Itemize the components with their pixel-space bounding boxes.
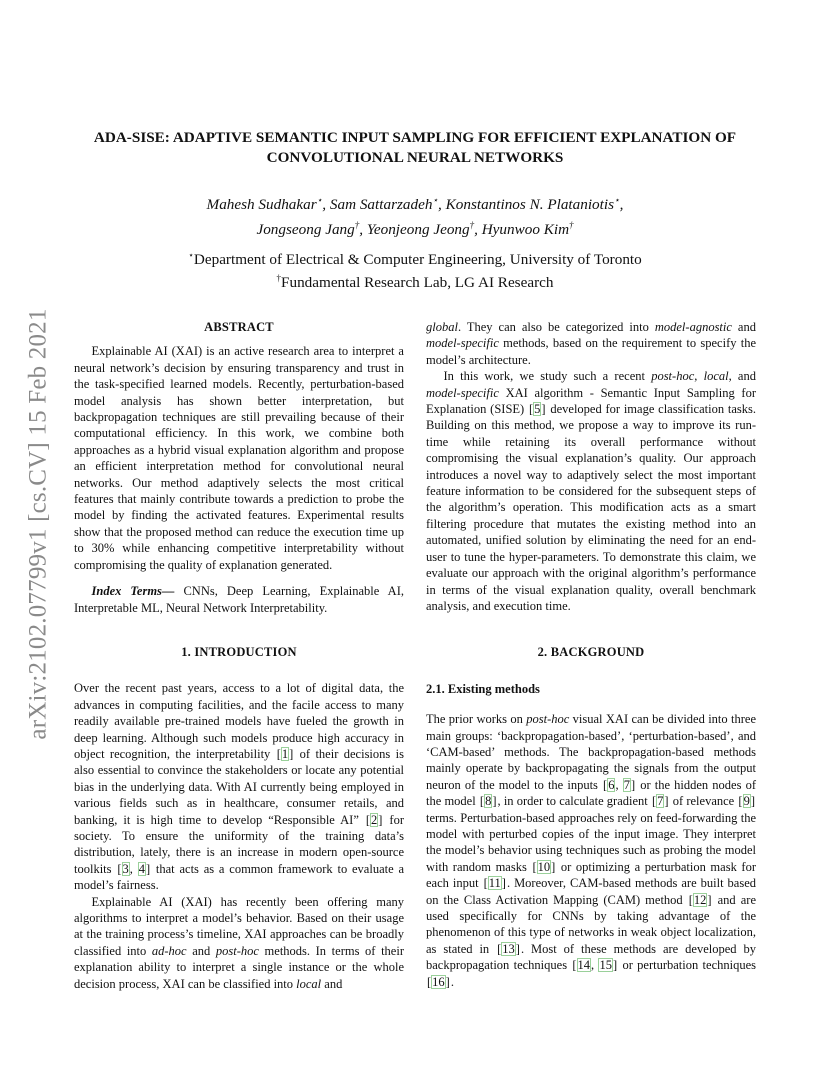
citation[interactable]: [16] [427, 974, 450, 989]
citation[interactable]: [3, 4] [117, 861, 151, 876]
citation-link[interactable]: 1 [281, 746, 289, 761]
emphasis: local [703, 369, 729, 384]
citation-link[interactable]: 7 [657, 794, 664, 809]
author-name: Hyunwoo Kim [481, 221, 570, 239]
title-line-1: ADA-SISE: ADAPTIVE SEMANTIC INPUT SAMPLING FOR EFFICIENT EXPLANATION OF [93, 129, 737, 146]
emphasis: global [426, 320, 458, 334]
abstract-heading: ABSTRACT [204, 320, 274, 334]
section-heading-introduction: 1. INTRODUCTION [181, 644, 297, 659]
citation-link[interactable]: 14 [577, 958, 591, 973]
paper-title [60, 128, 770, 168]
citation[interactable]: [13] [497, 941, 520, 956]
author-line-1: Mahesh Sudhakar⋆, Sam Sattarzadeh⋆, Konstantinos N. Plataniotis⋆, [206, 195, 624, 214]
left-column [74, 319, 404, 992]
affiliation-text: Department of Electrical & Computer Engineering, University of Toronto [193, 251, 642, 269]
author-name: Mahesh Sudhakar [206, 196, 317, 214]
citation-link[interactable]: 5 [534, 402, 541, 417]
intro-paragraph-2: Explainable AI (XAI) has recently been offering many algorithms to interpret a model’s behavior. Based on their usage at the training process’s timeline, XAI approaches can be broadly classified into ad-hoc and post-hoc methods. In terms of their explanation ability to interpret a single instance or the whole decision process, XAI can be classified into local and [74, 894, 404, 991]
citation-link[interactable]: 2 [371, 812, 378, 827]
emphasis: post-hoc [526, 712, 570, 727]
emphasis: post-hoc [651, 369, 695, 384]
index-terms-label: Index Terms— [91, 584, 175, 599]
author-name: Sam Sattarzadeh [329, 196, 433, 214]
author-mark: ⋆ [316, 195, 323, 205]
affiliation-mark: † [276, 273, 282, 284]
emphasis: local [296, 976, 322, 991]
author-mark: ⋆ [614, 195, 620, 205]
citation[interactable]: [14, 15] [572, 958, 618, 973]
citation-link[interactable]: 4 [138, 861, 145, 876]
citation-link[interactable]: 16 [432, 974, 445, 989]
citation-link[interactable]: 12 [693, 892, 707, 907]
intro-paragraph-1: Over the recent past years, access to a lot of digital data, the advances in computing facilities, and the facile access to many readily available pre-trained models have fueled the growth in deep learning. Although such models produce high accuracy in object recognition, the interpretability [1] of their decisions is also essential to convince the stakeholders or locate any potential bias in the underlying data. With AI currently being employed in various fields such as in healthcare, consumer retails, and banking, it is high time to develop “Responsible AI” [2] for society. To ensure the uniformity of the training data’s distribution, lately, there is an increase in modern open-source toolkits [3, 4] that acts as a common framework to evaluate a model’s fairness. [74, 681, 404, 893]
paragraph-existing-methods: The prior works on post-hoc visual XAI can be divided into three main groups: ‘backpropagation-based’, ‘perturbation-based’, and ‘CAM-based’ methods. The backpropagation-based methods mainly operate by backpropagating the signals from the output neuron of the model to the inputs [6, 7] or the hidden nodes of the model [8], in order to calculate gradient [7] of relevance [9] terms. Perturbation-based approaches rely on feed-forwarding the model with perturbed copies of the input image. They interpret the model’s behavior using techniques such as probing the model with random masks [10] or optimizing a perturbation mask for each input [11]. Moreover, CAM-based methods are built based on the Class Activation Mapping (CAM) method [12] and are used specifically for CNNs by taking advantage of the phenomenon of this type of networks in weak object localization, as stated in [13]. Most of these methods are developed by backpropagation techniques [14, 15] or perturbation techniques [16]. [426, 712, 756, 989]
emphasis: ad-hoc [151, 943, 187, 958]
index-terms [74, 583, 404, 616]
citation[interactable]: [8] [479, 794, 497, 809]
abstract-text: Explainable AI (XAI) is an active research area to interpret a neural network’s decision by ensuring transparency and trust in the task-specified learned models. Recently, perturbation-based model analysis has shown better interpretation, but backpropagation techniques are still prevailing because of their computational efficiency. In this work, we combine both approaches as a hybrid visual explanation algorithm and propose an efficient interpretation method for convolutional neural networks. Our method adaptively selects the most critical features that mainly contribute towards a prediction to probe the model by finding the activated features. Experimental results show that the proposed method can reduce the execution time up to 30% while enhancing competitive interpretability without compromising the quality of explanation generated. [74, 344, 404, 572]
section-heading-background: 2. BACKGROUND [537, 645, 645, 660]
citation[interactable]: [2] [365, 812, 383, 827]
author-mark: † [354, 220, 360, 231]
citation[interactable]: [1] [276, 746, 294, 761]
citation-link[interactable]: 11 [488, 876, 501, 891]
citation[interactable]: [11] [483, 876, 506, 891]
citation[interactable]: [6, 7] [603, 777, 636, 792]
emphasis: model-specific [426, 336, 499, 351]
author-mark: † [469, 220, 475, 231]
author-mark: ⋆ [432, 195, 439, 205]
citation-link[interactable]: 13 [502, 941, 515, 956]
affiliation-text: Fundamental Research Lab, LG AI Research [281, 274, 554, 292]
paragraph-this-work: In this work, we study such a recent post-hoc, local, and model-specific XAI algorithm - Semantic Input Sampling for Explanation (SISE) [5] developed for image classification tasks. Building on this method, we propose a way to improve its run-time while retaining its overall performance without compromising the visual explanation’s quality. Our approach introduces a novel way to adaptively select the most important feature information to be considered for the subsequent steps of the algorithm’s operation. This modification acts as a smart filtering procedure that mutates the existing method into an automated, unified solution by eliminating the need for an end-user to tune the hyper-parameters. To demonstrate this claim, we evaluate our approach with the original algorithm’s performance in terms of the visual explanation quality, overall benchmark analysis, and execution time. [426, 369, 756, 613]
citation-link[interactable]: 15 [599, 958, 612, 973]
emphasis: post-hoc [215, 943, 259, 958]
author-mark: † [569, 220, 574, 231]
paragraph-continued: global. They can also be categorized into model-agnostic and model-specific methods, based on the requirement to specify the model’s architecture. [426, 320, 756, 367]
citation-link[interactable]: 3 [122, 861, 129, 876]
citation-link[interactable]: 8 [485, 794, 492, 809]
affiliation-2 [60, 269, 770, 292]
arxiv-stamp [22, 286, 56, 762]
citation[interactable]: [7] [651, 794, 669, 809]
affiliations [60, 246, 770, 292]
author-line-2: Jongseong Jang†, Yeonjeong Jeong†, Hyunwoo Kim† [256, 220, 574, 239]
citation-link[interactable]: 9 [743, 794, 750, 809]
subsection-heading-existing-methods: 2.1. Existing methods [426, 681, 540, 696]
right-column [426, 319, 756, 990]
title-line-2: CONVOLUTIONAL NEURAL NETWORKS [266, 149, 564, 166]
author-name: Yeonjeong Jeong [366, 221, 470, 239]
citation-link[interactable]: 10 [537, 859, 551, 874]
affiliation-mark: ⋆ [188, 250, 194, 260]
citation[interactable]: [12] [688, 892, 712, 907]
author-name: Jongseong Jang [256, 221, 355, 239]
index-terms-text: CNNs, Deep Learning, Explainable AI, Interpretable ML, Neural Network Interpretability. [74, 584, 404, 615]
affiliation-1 [60, 246, 770, 269]
citation[interactable]: [5] [528, 402, 546, 417]
emphasis: model-specific [426, 385, 499, 400]
citation-link[interactable]: 6 [608, 777, 615, 792]
emphasis: model-agnostic [654, 320, 732, 334]
citation-link[interactable]: 7 [623, 777, 630, 792]
citation[interactable]: [9] [738, 794, 756, 809]
citation[interactable]: [10] [532, 859, 556, 874]
author-name: Konstantinos N. Plataniotis [445, 196, 614, 214]
arxiv-stamp-text: arXiv:2102.07799v1 [cs.CV] 15 Feb 2021 [25, 308, 53, 740]
author-list [60, 190, 770, 240]
